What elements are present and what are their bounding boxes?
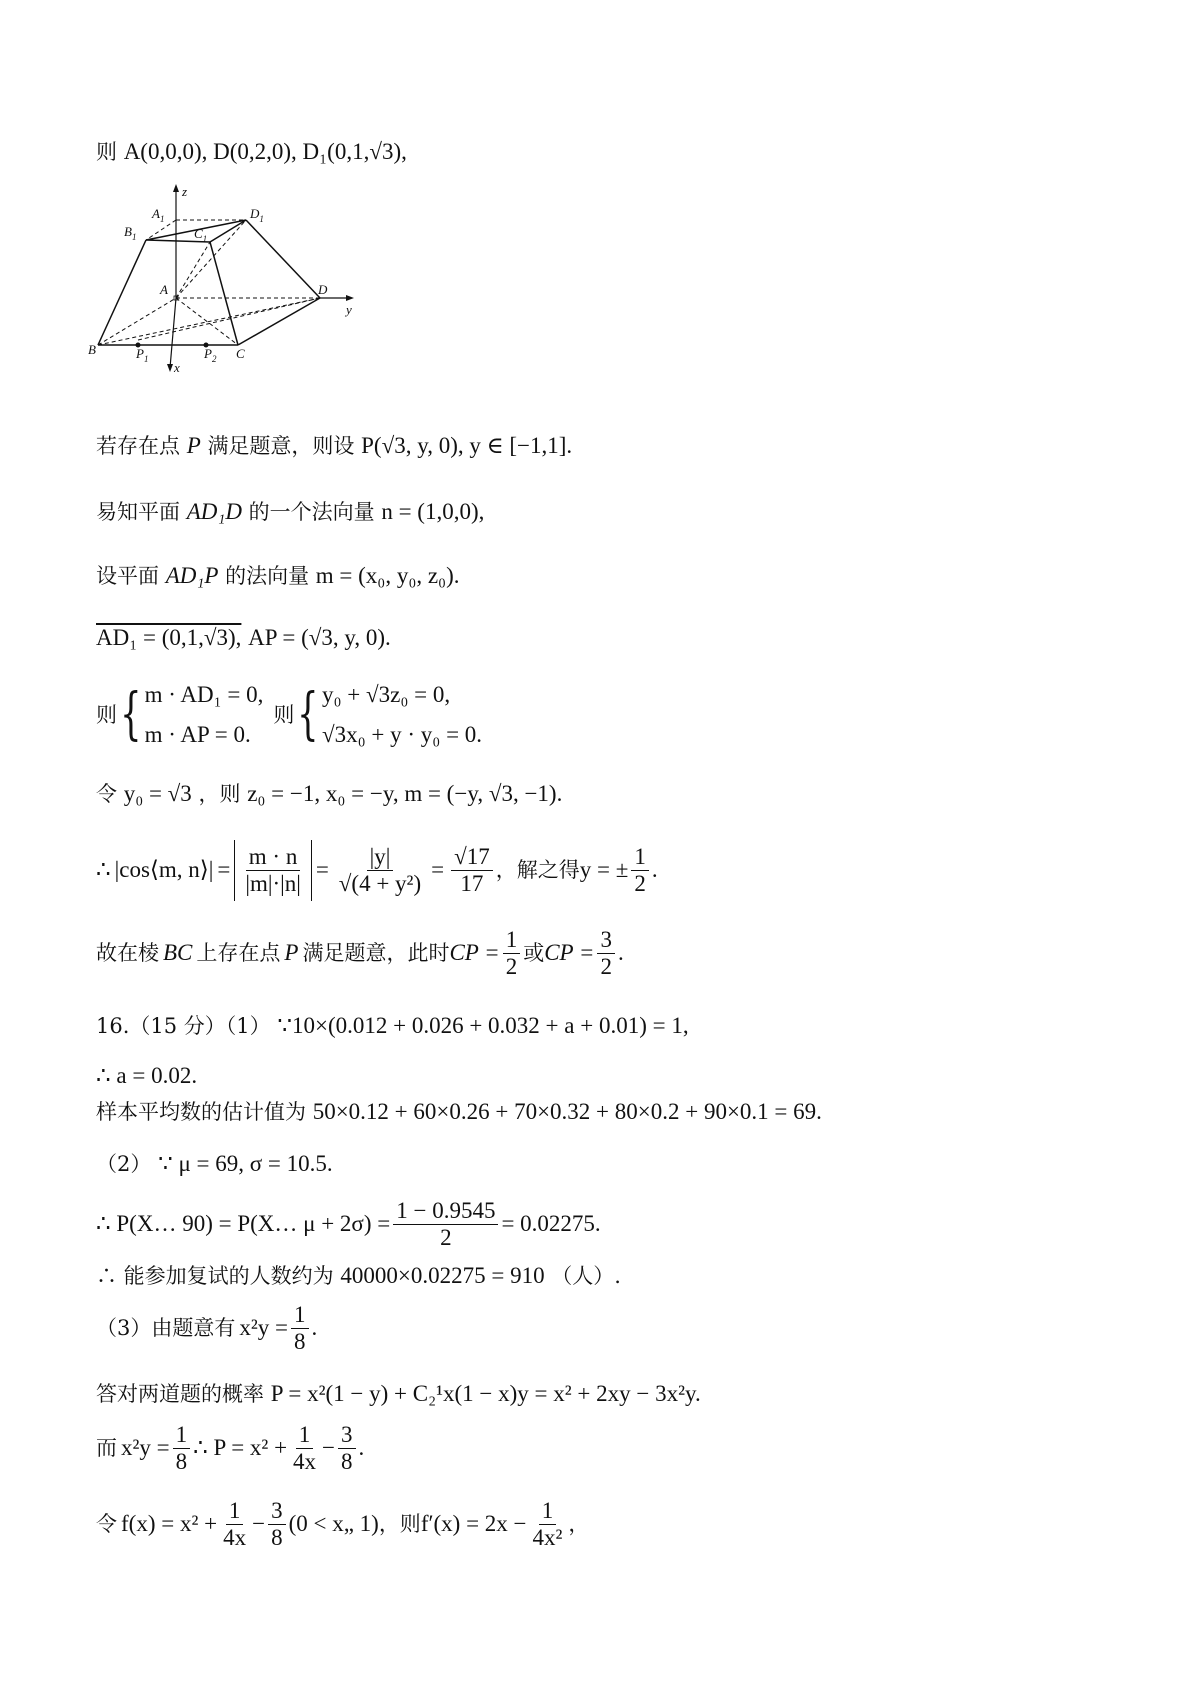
- q16-part2-line: （2） ∵ μ = 69, σ = 10.5.: [96, 1151, 333, 1176]
- label-p1: $P_1$: [136, 346, 149, 364]
- conclusion-line: 故在棱 BC 上存在点 P 满足题意，此时 CP = $\frac{1}{2}$ 或 CP = $\frac{3}{2}$ .: [96, 926, 624, 979]
- q16-mean-line: 样本平均数的估计值为 50×0.12 + 60×0.26 + 70×0.32 + 80×0.2 + 90×0.1 = 69.: [96, 1099, 822, 1124]
- q16-two-correct-line: 答对两道题的概率 P = x²(1 − y) + C₂¹x(1 − x)y = x² + 2xy − 3x²y.: [96, 1381, 701, 1406]
- label-c: C: [236, 346, 245, 361]
- label-b: B: [88, 342, 96, 357]
- q16-part1-line: 16.（15 分）（1） ∵10×(0.012 + 0.026 + 0.032 + a + 0.01) = 1,: [96, 1013, 689, 1038]
- q16-probability-line: ∴ P(X… 90) = P(X… μ + 2σ) = $\frac{1 - 0.9545}{2}$ = 0.02275.: [96, 1197, 601, 1250]
- q16-header: 16.（15 分）（1）: [96, 1014, 271, 1038]
- q16-part3-line: （3）由题意有 x²y = $\frac{1}{8}$ .: [96, 1301, 318, 1354]
- q16-people-line: ∴ 能参加复试的人数约为 40000×0.02275 = 910 （人）.: [96, 1263, 621, 1288]
- q16-function-line: 令 f(x) = x² + $\frac{1}{4x}$ − $\frac{3}{8}$ (0 < x„ 1) ，则 f′(x) = 2x − $\frac{1}{\text{4x²}}$ ，: [96, 1497, 590, 1550]
- label-a1: $A_1$: [152, 206, 165, 224]
- label-p2: $P_2$: [204, 346, 217, 364]
- cosine-line: ∴ |cos⟨m, n⟩| = $\frac{m \cdot n}{|m|\cdot|n|}$ = $\frac{|y|}{\text{√(4 + y²)}}$ = $\frac{√17}{17}$ ，解之得 y = ± $\frac{1}{2}$ .: [96, 830, 658, 910]
- label-d: D: [318, 282, 328, 297]
- label-z-axis: z: [182, 184, 188, 199]
- label-y-axis: y: [346, 302, 352, 317]
- q16-a-value: ∴ a = 0.02.: [96, 1063, 198, 1088]
- label-x-axis: x: [174, 360, 180, 375]
- q16-substitute-line: 而 x²y = $\frac{1}{8}$ ∴ P = x² + $\frac{1}{4x}$ − $\frac{3}{8}$ .: [96, 1421, 365, 1474]
- normal-vector-n-line: 易知平面 AD₁D 的一个法向量 n = (1,0,0),: [96, 499, 485, 524]
- frustum-figure: [88, 180, 368, 375]
- coordinates-line: 则 A(0,0,0), D(0,2,0), D₁(0,1,√3),: [96, 139, 407, 164]
- label-c1: $C_1$: [194, 226, 208, 244]
- coordinates-math: A(0,0,0), D(0,2,0), D₁(0,1,√3),: [123, 139, 407, 164]
- label-b1: $B_1$: [124, 224, 137, 242]
- label-d1: $D_1$: [250, 206, 264, 224]
- label-a: A: [160, 282, 168, 297]
- equation-system-line: 则 { m · AD₁ = 0, m · AP = 0. 则 { y₀ + √3z₀ = 0, √3x₀ + y · y₀ = 0.: [96, 682, 483, 747]
- let-y0-line: 令 y₀ = √3 ，则 z₀ = −1, x₀ = −y, m = (−y, √3, −1).: [96, 781, 563, 806]
- normal-vector-m-line: 设平面 AD₁P 的法向量 m = (x₀, y₀, z₀).: [96, 563, 460, 588]
- vectors-line: AD₁ = (0,1,√3), AP = (√3, y, 0).: [96, 625, 391, 650]
- assume-point-line: 若存在点 P 满足题意，则设 P(√3, y, 0), y ∈ [−1,1].: [96, 433, 573, 458]
